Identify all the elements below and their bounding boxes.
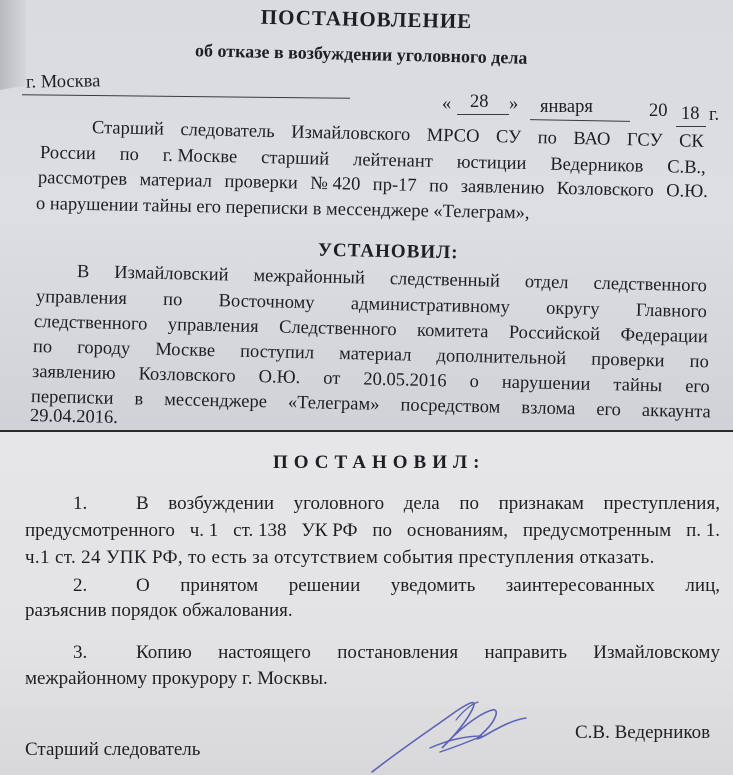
item-1-line-3: ч.1 ст. 24 УПК РФ, то есть за отсутствием события преступления отказать. [25, 547, 655, 568]
date-year-suffix: 18 [681, 104, 700, 124]
intro-line-3: рассмотрев материал проверки № 420 пр-17 по заявлению Козловского О.Ю. [37, 168, 709, 203]
date-day-underline [457, 114, 509, 115]
item-1-line-2: предусмотренного ч. 1 ст. 138 УК РФ по основаниям, предусмотренным п. 1. [25, 520, 720, 541]
item-1-line-1: В возбуждении уголовного дела по признакам преступления, [136, 493, 720, 514]
date-year-abbr: г. [709, 105, 720, 125]
date-year-prefix: 20 [649, 101, 668, 121]
established-line-5: заявлению Козловского О.Ю. от 20.05.2016 о нарушении тайны его [31, 362, 711, 398]
city: г. Москва [25, 71, 101, 93]
document-title: ПОСТАНОВЛЕНИЕ [260, 4, 473, 34]
date-open-quote: « [442, 94, 452, 114]
document-bottom-fragment [0, 430, 733, 775]
established-heading: УСТАНОВИЛ: [317, 239, 459, 264]
city-underline [22, 94, 350, 98]
date-month-underline [530, 119, 630, 122]
date-close-quote: » [509, 94, 519, 114]
established-line-4: по городу Москве поступил материал дополнительной проверки по [32, 337, 710, 373]
established-line-6: переписки в мессенджере «Телеграм» посредством взлома его аккаунта [30, 387, 711, 423]
established-line-7: 29.04.2016. [29, 406, 119, 428]
established-line-1: В Измайловский межрайонный следственный отдел следственного [76, 262, 708, 297]
handwritten-signature [360, 690, 560, 775]
item-3-line-1: Копию настоящего постановления направить Измайловскому [136, 642, 720, 663]
established-line-2: управления по Восточному административному округу Главного [35, 287, 708, 323]
item-3-number: 3. [73, 642, 88, 663]
signer-name: С.В. Ведерников [575, 722, 711, 743]
item-3-line-2: межрайонному прокурору г. Москвы. [25, 668, 328, 689]
date-month: января [540, 97, 593, 117]
item-2-number: 2. [73, 575, 88, 596]
date-year-underline [676, 126, 706, 127]
item-2-line-2: разъяснив порядок обжалования. [25, 600, 293, 621]
date-day: 28 [470, 92, 489, 112]
item-1-number: 1. [73, 493, 88, 514]
established-line-3: следственного управления Следственного комитета Российской Федерации [33, 312, 709, 348]
item-2-line-1: О принятом решении уведомить заинтересованных лиц, [136, 575, 720, 596]
document-subtitle: об отказе в возбуждении уголовного дела [194, 40, 528, 68]
resolved-heading: ПОСТАНОВИЛ: [273, 452, 486, 473]
intro-line-4: о нарушении тайны его переписки в мессенджере «Телеграм», [35, 194, 530, 224]
signer-position: Старший следователь [25, 739, 201, 760]
intro-line-2: России по г. Москве старший лейтенант юстиции Ведерников С.В., [39, 143, 707, 179]
intro-line-1: Старший следователь Измайловского МРСО СУ по ВАО ГСУ СК [91, 118, 704, 152]
